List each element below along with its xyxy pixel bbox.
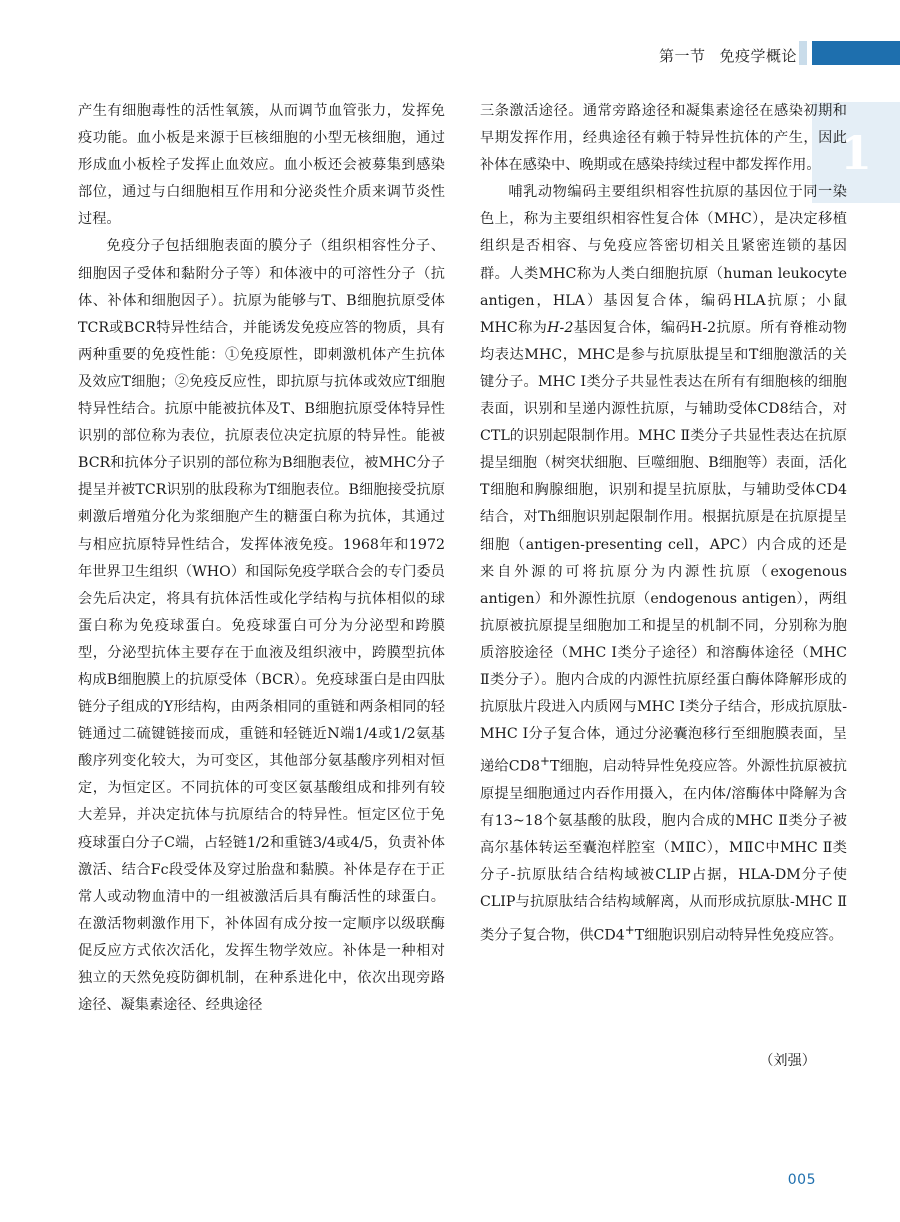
italic-gene-name: H-2 bbox=[547, 319, 574, 336]
paragraph: 产生有细胞毒性的活性氧簇，从而调节血管张力，发挥免疫功能。血小板是来源于巨核细胞的小型无核细胞，通过形成血小板栓子发挥止血效应。血小板还会被募集到感染部位，通过与白细胞相互作用和分泌炎性介质来调节炎性过程。 bbox=[78, 103, 445, 228]
left-column bbox=[78, 98, 445, 1019]
chapter-number: 1 bbox=[839, 126, 872, 180]
page-number: 005 bbox=[787, 1172, 816, 1188]
section-title: 免疫学概论 bbox=[719, 47, 797, 65]
paragraph bbox=[480, 179, 847, 949]
text-run: 基因复合体，编码H-2抗原。所有脊椎动物均表达MHC，MHC是参与抗原肽提呈和T细胞激活的关键分子。MHC Ⅰ类分子共显性表达在所有有细胞核的细胞表面，识别和呈递内源性抗原，与辅助受体CD8结合，对CTL的识别起限制作用。MHC Ⅱ类分子共显性表达在抗原提呈细胞（树突状细胞、巨噬细胞、B细胞等）表面，活化T细胞和胸腺细胞，识别和提呈抗原肽，与辅助受体CD4结合，对Th细胞识别起限制作用。根据抗原是在抗原提呈细胞（antigen-presenting cell，APC）内合成的还是来自外源的可将抗原分为内源性抗原（exogenous antigen）和外源性抗原（endogenous antigen），两组抗原被抗原提呈细胞加工和提呈的机制不同，分别称为胞质溶胶途径（MHC Ⅰ类分子途径）和溶酶体途径（MHC Ⅱ类分子）。胞内合成的内源性抗原经蛋白酶体降解形成的抗原肽片段进入内质网与MHC Ⅰ类分子结合，形成抗原肽-MHC Ⅰ分子复合体，通过分泌囊泡移行至细胞膜表面，呈递给CD8 bbox=[480, 319, 847, 775]
text-run: T细胞识别启动特异性免疫应答。 bbox=[634, 927, 843, 944]
right-column bbox=[480, 98, 847, 949]
paragraph: 免疫分子包括细胞表面的膜分子（组织相容性分子、细胞因子受体和黏附分子等）和体液中的可溶性分子（抗体、补体和细胞因子）。抗原为能够与T、B细胞抗原受体TCR或BCR特异性结合，并能诱发免疫应答的物质，具有两种重要的免疫性能：①免疫原性，即刺激机体产生抗体及效应T细胞；②免疫反应性，即抗原与抗体或效应T细胞特异性结合。抗原中能被抗体及T、B细胞抗原受体特异性识别的部位称为表位，抗原表位决定抗原的特异性。能被BCR和抗体分子识别的部位称为B细胞表位，被MHC分子提呈并被TCR识别的肽段称为T细胞表位。B细胞接受抗原刺激后增殖分化为浆细胞产生的糖蛋白称为抗体，其通过与相应抗原特异性结合，发挥体液免疫。1968年和1972年世界卫生组织（WHO）和国际免疫学联合会的专门委员会先后决定，将具有抗体活性或化学结构与抗体相似的球蛋白称为免疫球蛋白。免疫球蛋白可分为分泌型和跨膜型，分泌型抗体主要存在于血液及组织液中，跨膜型抗体构成B细胞膜上的抗原受体（BCR）。免疫球蛋白是由四肽链分子组成的Y形结构，由两条相同的重链和两条相同的轻链通过二硫键链接而成，重链和轻链近N端1/4或1/2氨基酸序列变化较大，为可变区，其他部分氨基酸序列相对恒定，为恒定区。不同抗体的可变区氨基酸组成和排列有较大差异，并决定抗体与抗原结合的特异性。恒定区位于免疫球蛋白分子C端，占轻链1/2和重链3/4或4/5，负责补体激活、结合Fc段受体及穿过胎盘和黏膜。补体是存在于正常人或动物血清中的一组被激活后具有酶活性的球蛋白。在激活物刺激作用下，补体固有成分按一定顺序以级联酶促反应方式依次活化，发挥生物学效应。补体是一种相对独立的天然免疫防御机制，在种系进化中，依次出现旁路途径、凝集素途径、经典途径 bbox=[78, 238, 445, 1014]
text-run: T细胞，启动特异性免疫应答。外源性抗原被抗原提呈细胞通过内吞作用摄入，在内体/溶酶体中降解为含有13~18个氨基酸的肽段，胞内合成的MHC Ⅱ类分子被高尔基体转运至囊泡样腔室（MⅡC），MⅡC中MHC Ⅱ类分子-抗原肽结合结构域被CLIP占据，HLA-DM分子使CLIP与抗原肽结合结构域解离，从而形成抗原肽-MHC Ⅱ类分子复合物，供CD4 bbox=[480, 758, 847, 944]
text-run: 哺乳动物编码主要组织相容性抗原的基因位于同一染色上，称为主要组织相容性复合体（MHC），是决定移植组织是否相容、与免疫应答密切相关且紧密连锁的基因群。人类MHC称为人类白细胞抗原（human leukocyte antigen，HLA）基因复合体，编码HLA抗原；小鼠MHC称为 bbox=[480, 184, 847, 336]
paragraph: 三条激活途径。通常旁路途径和凝集素途径在感染初期和早期发挥作用，经典途径有赖于特异性抗体的产生，因此补体在感染中、晚期或在感染持续过程中都发挥作用。 bbox=[480, 103, 847, 174]
section-label: 第一节 bbox=[658, 47, 706, 65]
author-credit: （刘强） bbox=[759, 1053, 816, 1069]
running-header bbox=[659, 45, 797, 66]
superscript: + bbox=[540, 754, 550, 769]
superscript: + bbox=[624, 922, 635, 937]
header-accent-bar bbox=[812, 41, 900, 65]
header-accent-light bbox=[799, 41, 807, 65]
